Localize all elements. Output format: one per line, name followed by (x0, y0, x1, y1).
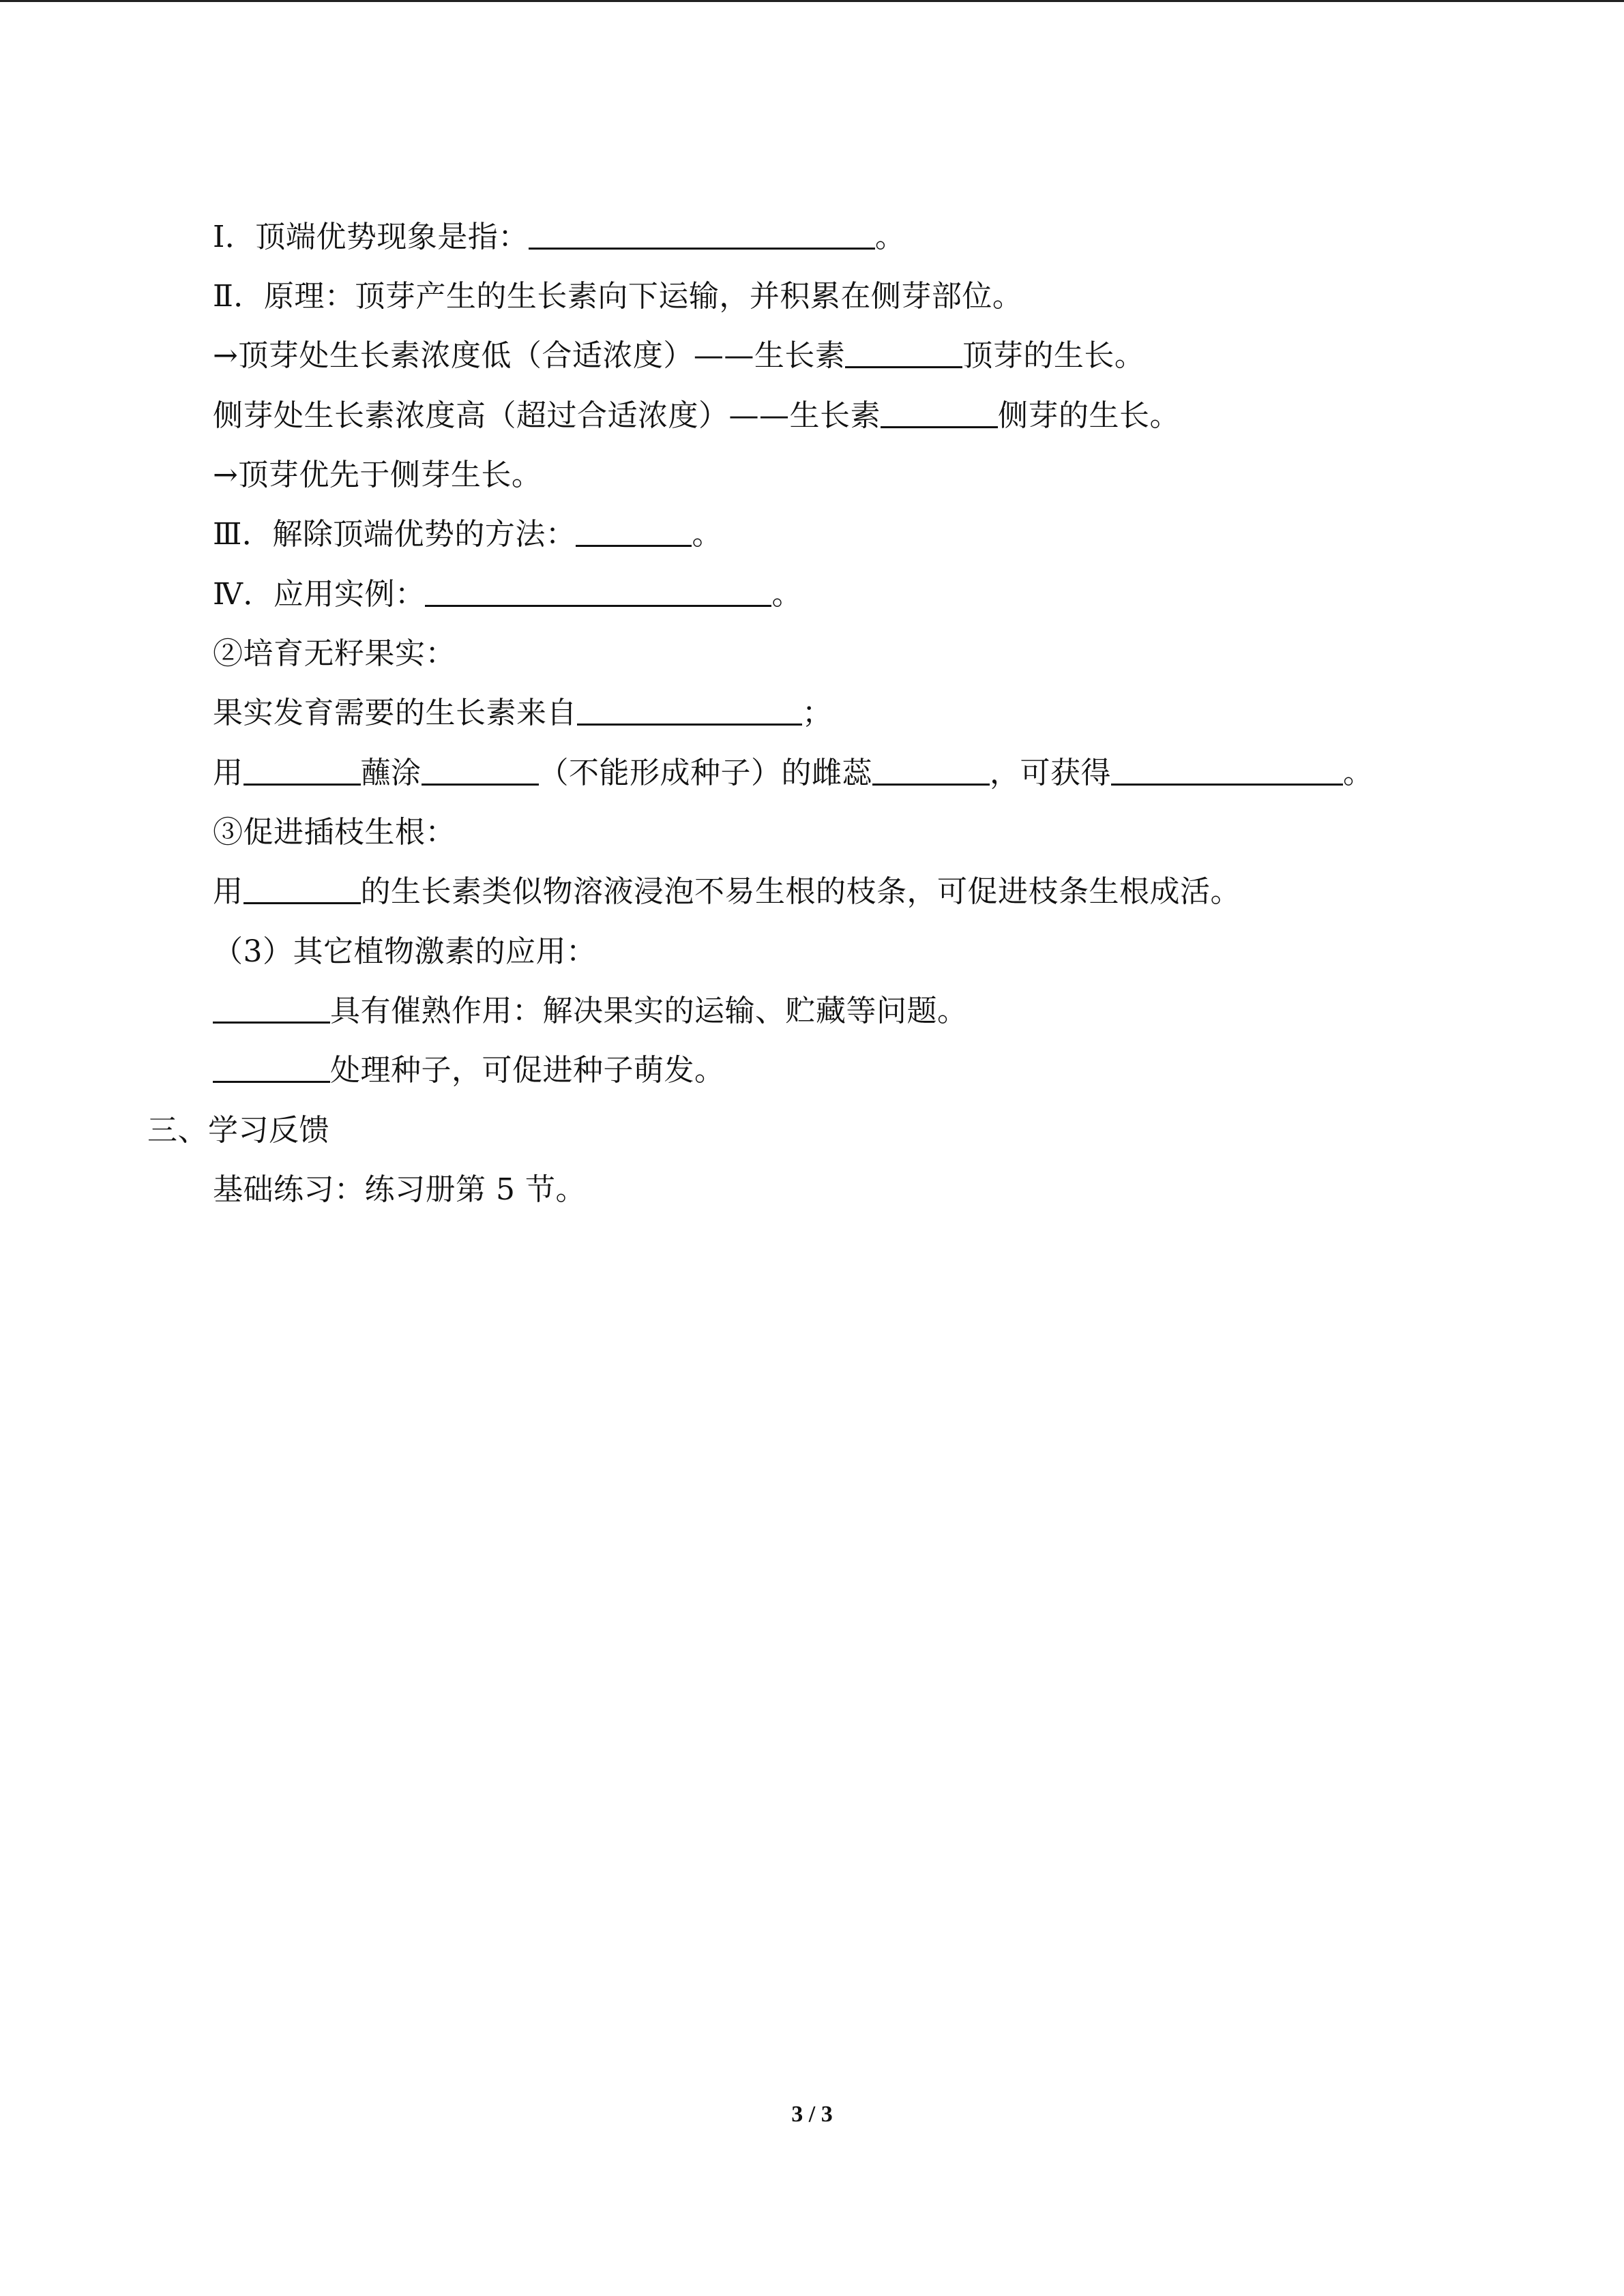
answer-blank[interactable] (576, 513, 692, 547)
answer-blank[interactable] (425, 573, 771, 607)
top-border-rule (0, 0, 1624, 2)
section-three-title: 三、学习反馈 (147, 1113, 329, 1148)
removal-method-line (213, 513, 722, 556)
method-text: （不能形成种子）的雌蕊 (538, 756, 872, 790)
ripening-text: 具有催熟作用：解决果实的运输、贮藏等问题。 (330, 994, 968, 1028)
punctuation: 。 (692, 517, 722, 552)
method-text: 蘸涂 (360, 756, 422, 790)
punctuation: 。 (1343, 756, 1374, 790)
answer-blank[interactable] (845, 335, 962, 368)
basic-practice-text: 基础练习：练习册第 5 节。 (213, 1172, 586, 1207)
cutting-method-line (213, 870, 1241, 914)
priority-line (213, 453, 542, 497)
answer-blank[interactable] (213, 990, 330, 1024)
terminal-bud-line (213, 334, 1145, 378)
answer-blank[interactable] (213, 1049, 330, 1083)
cutting-text: 用 (213, 874, 243, 909)
answer-blank[interactable] (422, 752, 539, 786)
answer-blank[interactable] (881, 395, 998, 428)
punctuation: 。 (771, 577, 802, 612)
cutting-text: 的生长素类似物溶液浸泡不易生根的枝条，可促进枝条生根成活。 (360, 874, 1241, 909)
apical-dominance-definition-line (213, 215, 905, 259)
roman-one-label: Ⅰ．顶端优势现象是指： (213, 220, 529, 254)
seed-germination-text: 处理种子，可促进种子萌发。 (330, 1053, 725, 1088)
application-example-line (213, 573, 802, 616)
principle-text: Ⅱ．原理：顶芽产生的生长素向下运输，并积累在侧芽部位。 (213, 279, 1023, 314)
seedless-fruit-title: ②培育无籽果实： (213, 636, 456, 671)
roman-four-label: Ⅳ．应用实例： (213, 577, 426, 612)
cutting-rooting-title: ③促进插枝生根： (213, 815, 456, 850)
basic-practice-line (213, 1168, 586, 1212)
punctuation: 。 (874, 220, 906, 254)
roman-three-label: Ⅲ．解除顶端优势的方法： (213, 517, 576, 552)
section-three-heading (147, 1109, 329, 1152)
priority-text: →顶芽优先于侧芽生长。 (213, 458, 542, 492)
answer-blank[interactable] (243, 871, 361, 904)
fruit-auxin-source-line (213, 691, 833, 735)
punctuation: ； (802, 696, 833, 730)
cutting-rooting-heading (213, 811, 456, 854)
lateral-bud-line (213, 394, 1180, 438)
method-text: ，可获得 (990, 756, 1111, 790)
seedless-fruit-heading (213, 632, 456, 676)
other-hormones-title: （3）其它植物激素的应用： (213, 934, 597, 969)
answer-blank[interactable] (577, 692, 802, 726)
fruit-auxin-text: 果实发育需要的生长素来自 (213, 696, 577, 730)
principle-line (213, 275, 1022, 318)
answer-blank[interactable] (529, 216, 875, 250)
terminal-bud-text: →顶芽处生长素浓度低（合适浓度）——生长素 (213, 338, 846, 373)
answer-blank[interactable] (872, 752, 990, 786)
seed-germination-line (213, 1049, 725, 1092)
page-number: 3 / 3 (791, 2102, 833, 2127)
answer-blank[interactable] (1111, 752, 1343, 786)
lateral-bud-text-end: 侧芽的生长。 (998, 398, 1180, 433)
terminal-bud-text-end: 顶芽的生长。 (962, 338, 1145, 373)
lateral-bud-text: 侧芽处生长素浓度高（超过合适浓度）——生长素 (213, 398, 881, 433)
method-text: 用 (213, 756, 243, 790)
seedless-method-line (213, 751, 1374, 795)
ripening-line (213, 989, 968, 1033)
other-hormones-heading (213, 930, 597, 974)
answer-blank[interactable] (243, 752, 361, 786)
